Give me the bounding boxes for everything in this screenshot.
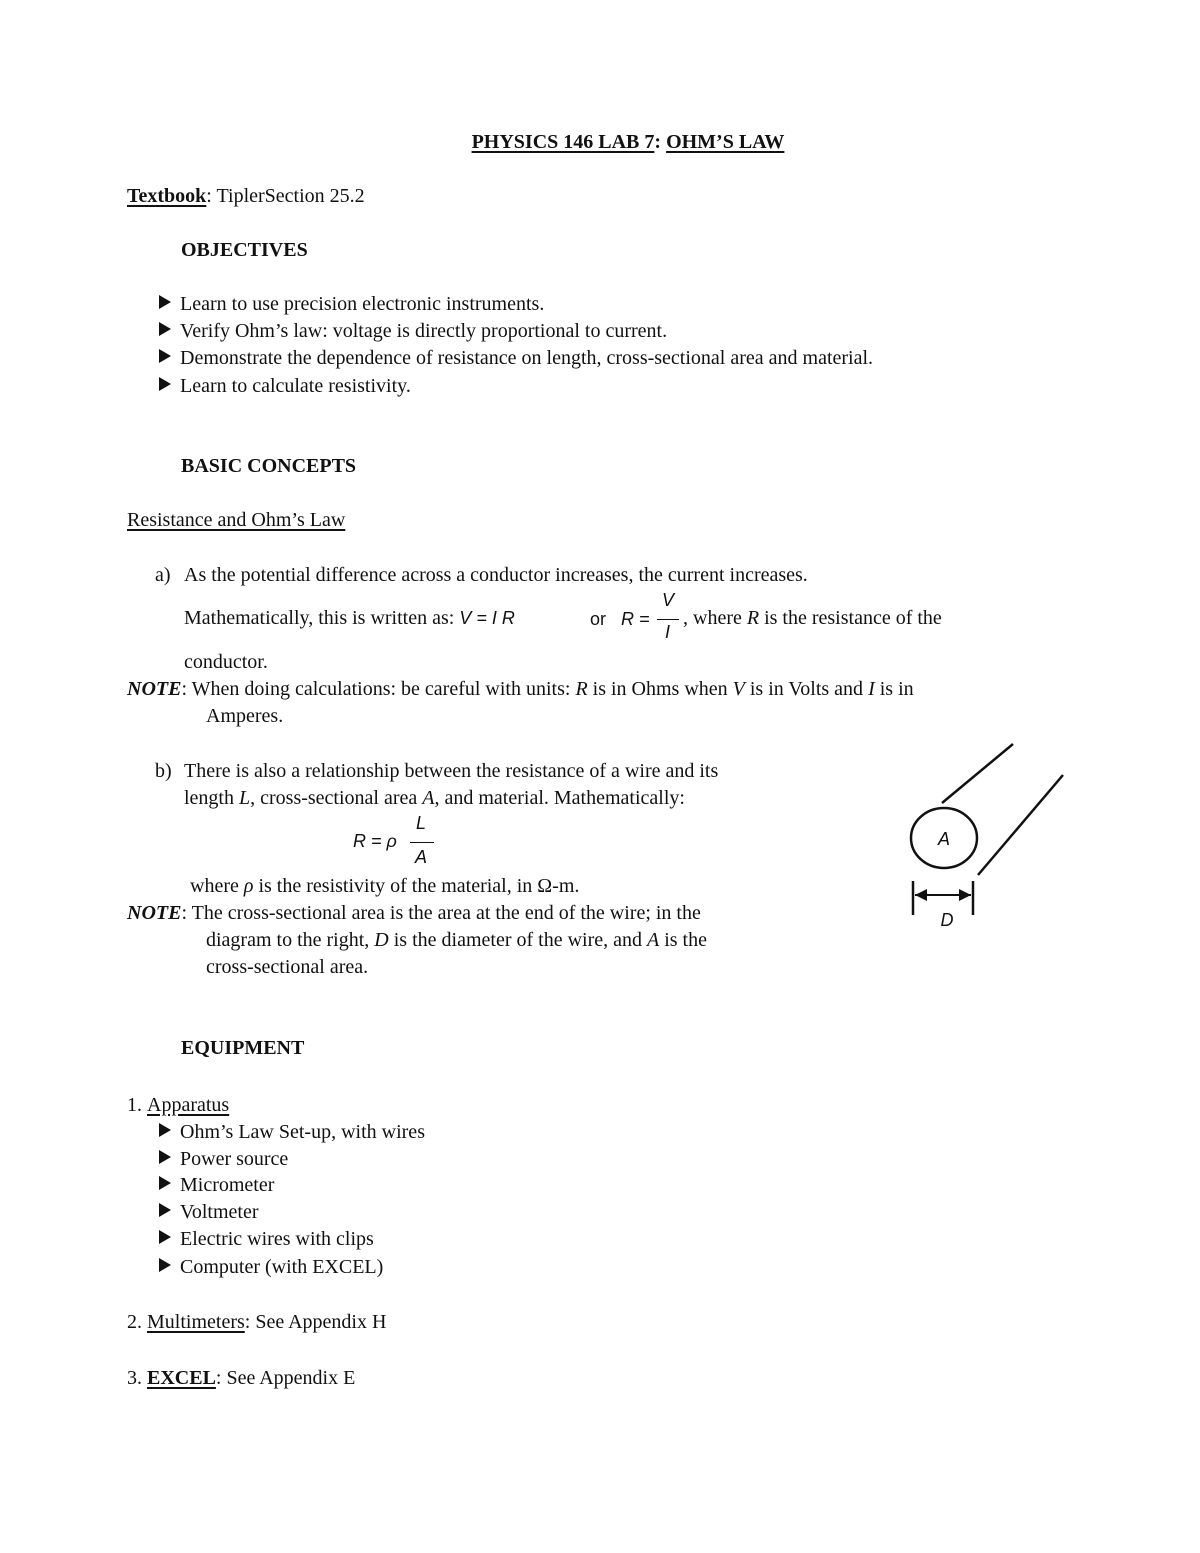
section-title: Apparatus bbox=[147, 1094, 230, 1116]
equipment-section-apparatus bbox=[127, 1095, 229, 1115]
arrow-bullet-icon bbox=[159, 295, 171, 309]
diameter-label: D bbox=[940, 910, 954, 930]
resistivity-where-line bbox=[190, 876, 579, 896]
arrow-bullet-icon bbox=[159, 1258, 171, 1272]
fraction-bar bbox=[410, 842, 434, 843]
list-item bbox=[159, 1149, 288, 1169]
item-a-line3: conductor. bbox=[184, 651, 268, 673]
section-title: Multimeters bbox=[147, 1311, 245, 1333]
wire-top-edge bbox=[942, 744, 1013, 803]
list-item bbox=[159, 321, 667, 341]
item-a-line1: As the potential difference across a conductor increases, the current increases. bbox=[184, 564, 808, 586]
dimension-arrow-right-icon bbox=[959, 889, 971, 901]
text: is the resistivity of the material, in Ω-m. bbox=[253, 875, 580, 897]
text: , where bbox=[683, 607, 747, 629]
var-r: R bbox=[746, 607, 760, 629]
text: : When doing calculations: be careful with units: bbox=[181, 678, 576, 700]
text: , and material. Mathematically: bbox=[434, 787, 685, 809]
textbook-line bbox=[127, 186, 365, 206]
equipment-section-multimeters bbox=[127, 1312, 386, 1332]
arrow-bullet-icon bbox=[159, 377, 171, 391]
eq2-numerator: V bbox=[662, 590, 675, 610]
page-title bbox=[0, 132, 1200, 152]
text: diagram to the right, bbox=[206, 929, 375, 951]
var-l: L bbox=[239, 787, 251, 809]
eq2-lhs: R = bbox=[621, 609, 650, 629]
equipment-heading: EQUIPMENT bbox=[181, 1037, 305, 1059]
title-separator: : bbox=[654, 131, 667, 153]
text: , cross-sectional area bbox=[250, 787, 423, 809]
section-number: 2. bbox=[127, 1311, 142, 1333]
apparatus-text: Computer (with EXCEL) bbox=[180, 1256, 384, 1278]
var-v: V bbox=[732, 678, 745, 700]
var-d: D bbox=[374, 929, 389, 951]
note2-line3: cross-sectional area. bbox=[206, 956, 369, 978]
or-text: or bbox=[590, 609, 607, 629]
text: is the bbox=[659, 929, 707, 951]
var-a: A bbox=[647, 929, 660, 951]
note2-line1 bbox=[127, 903, 701, 923]
list-item bbox=[159, 1229, 374, 1249]
objective-text: Demonstrate the dependence of resistance on length, cross-sectional area and material. bbox=[180, 347, 874, 369]
objective-text: Learn to calculate resistivity. bbox=[180, 375, 411, 397]
item-a-line2 bbox=[184, 608, 515, 628]
objective-text: Learn to use precision electronic instruments. bbox=[180, 293, 545, 315]
item-b-marker: b) bbox=[155, 760, 172, 782]
section-suffix: : See Appendix H bbox=[244, 1311, 387, 1333]
arrow-bullet-icon bbox=[159, 1203, 171, 1217]
arrow-bullet-icon bbox=[159, 1123, 171, 1137]
text: length bbox=[184, 787, 239, 809]
apparatus-text: Ohm’s Law Set-up, with wires bbox=[180, 1121, 425, 1143]
resistance-subheading: Resistance and Ohm’s Law bbox=[127, 509, 346, 531]
objective-text: Verify Ohm’s law: voltage is directly proportional to current. bbox=[180, 320, 668, 342]
equipment-section-excel bbox=[127, 1368, 355, 1388]
section-suffix: : See Appendix E bbox=[215, 1367, 356, 1389]
var-i: I bbox=[868, 678, 875, 700]
resistivity-eq-numerator: L bbox=[416, 813, 427, 833]
area-label: A bbox=[937, 829, 951, 849]
text: is the diameter of the wire, and bbox=[388, 929, 647, 951]
apparatus-text: Micrometer bbox=[180, 1174, 275, 1196]
text: is in bbox=[874, 678, 914, 700]
item-a-marker: a) bbox=[155, 564, 171, 586]
text: Mathematically, this is written as: bbox=[184, 607, 460, 629]
note2-line2 bbox=[206, 930, 707, 950]
item-b-line2 bbox=[184, 788, 685, 808]
apparatus-text: Power source bbox=[180, 1148, 289, 1170]
note-label: NOTE bbox=[127, 678, 182, 700]
wire-cross-section-diagram bbox=[900, 735, 1080, 935]
list-item bbox=[159, 348, 873, 368]
arrow-bullet-icon bbox=[159, 1230, 171, 1244]
title-course: PHYSICS 146 LAB 7 bbox=[471, 131, 655, 153]
text: is in Volts and bbox=[744, 678, 869, 700]
arrow-bullet-icon bbox=[159, 349, 171, 363]
dimension-arrow-left-icon bbox=[915, 889, 927, 901]
apparatus-text: Voltmeter bbox=[180, 1201, 259, 1223]
note1-line2: Amperes. bbox=[206, 705, 284, 727]
var-rho: ρ bbox=[243, 875, 254, 897]
resistivity-eq-lhs: R = ρ bbox=[353, 831, 397, 851]
text: is the resistance of the bbox=[759, 607, 942, 629]
resistivity-eq-denominator: A bbox=[415, 847, 428, 867]
apparatus-text: Electric wires with clips bbox=[180, 1228, 374, 1250]
note1-line1 bbox=[127, 679, 914, 699]
textbook-value: : TiplerSection 25.2 bbox=[206, 185, 365, 207]
title-topic: OHM’S LAW bbox=[666, 131, 785, 153]
section-number: 3. bbox=[127, 1367, 142, 1389]
item-b-line1: There is also a relationship between the resistance of a wire and its bbox=[184, 760, 719, 782]
var-a: A bbox=[422, 787, 435, 809]
eq2-denominator: I bbox=[665, 622, 671, 642]
basic-concepts-heading: BASIC CONCEPTS bbox=[181, 455, 357, 477]
list-item bbox=[159, 376, 411, 396]
section-number: 1. bbox=[127, 1094, 142, 1116]
text: where bbox=[190, 875, 244, 897]
arrow-bullet-icon bbox=[159, 322, 171, 336]
arrow-bullet-icon bbox=[159, 1176, 171, 1190]
list-item bbox=[159, 294, 544, 314]
fraction-bar bbox=[657, 619, 679, 620]
list-item bbox=[159, 1202, 259, 1222]
text: : The cross-sectional area is the area at the end of the wire; in the bbox=[181, 902, 701, 924]
var-r: R bbox=[575, 678, 588, 700]
text: is in Ohms when bbox=[587, 678, 733, 700]
section-title: EXCEL bbox=[147, 1367, 216, 1389]
textbook-label: Textbook bbox=[127, 185, 207, 207]
ohms-law-equation: V = I R bbox=[459, 608, 515, 628]
arrow-bullet-icon bbox=[159, 1150, 171, 1164]
list-item bbox=[159, 1122, 425, 1142]
item-a-line2-suffix bbox=[683, 608, 942, 628]
objectives-heading: OBJECTIVES bbox=[181, 239, 308, 261]
note-label: NOTE bbox=[127, 902, 182, 924]
list-item bbox=[159, 1257, 383, 1277]
wire-bottom-edge bbox=[978, 775, 1063, 875]
list-item bbox=[159, 1175, 274, 1195]
